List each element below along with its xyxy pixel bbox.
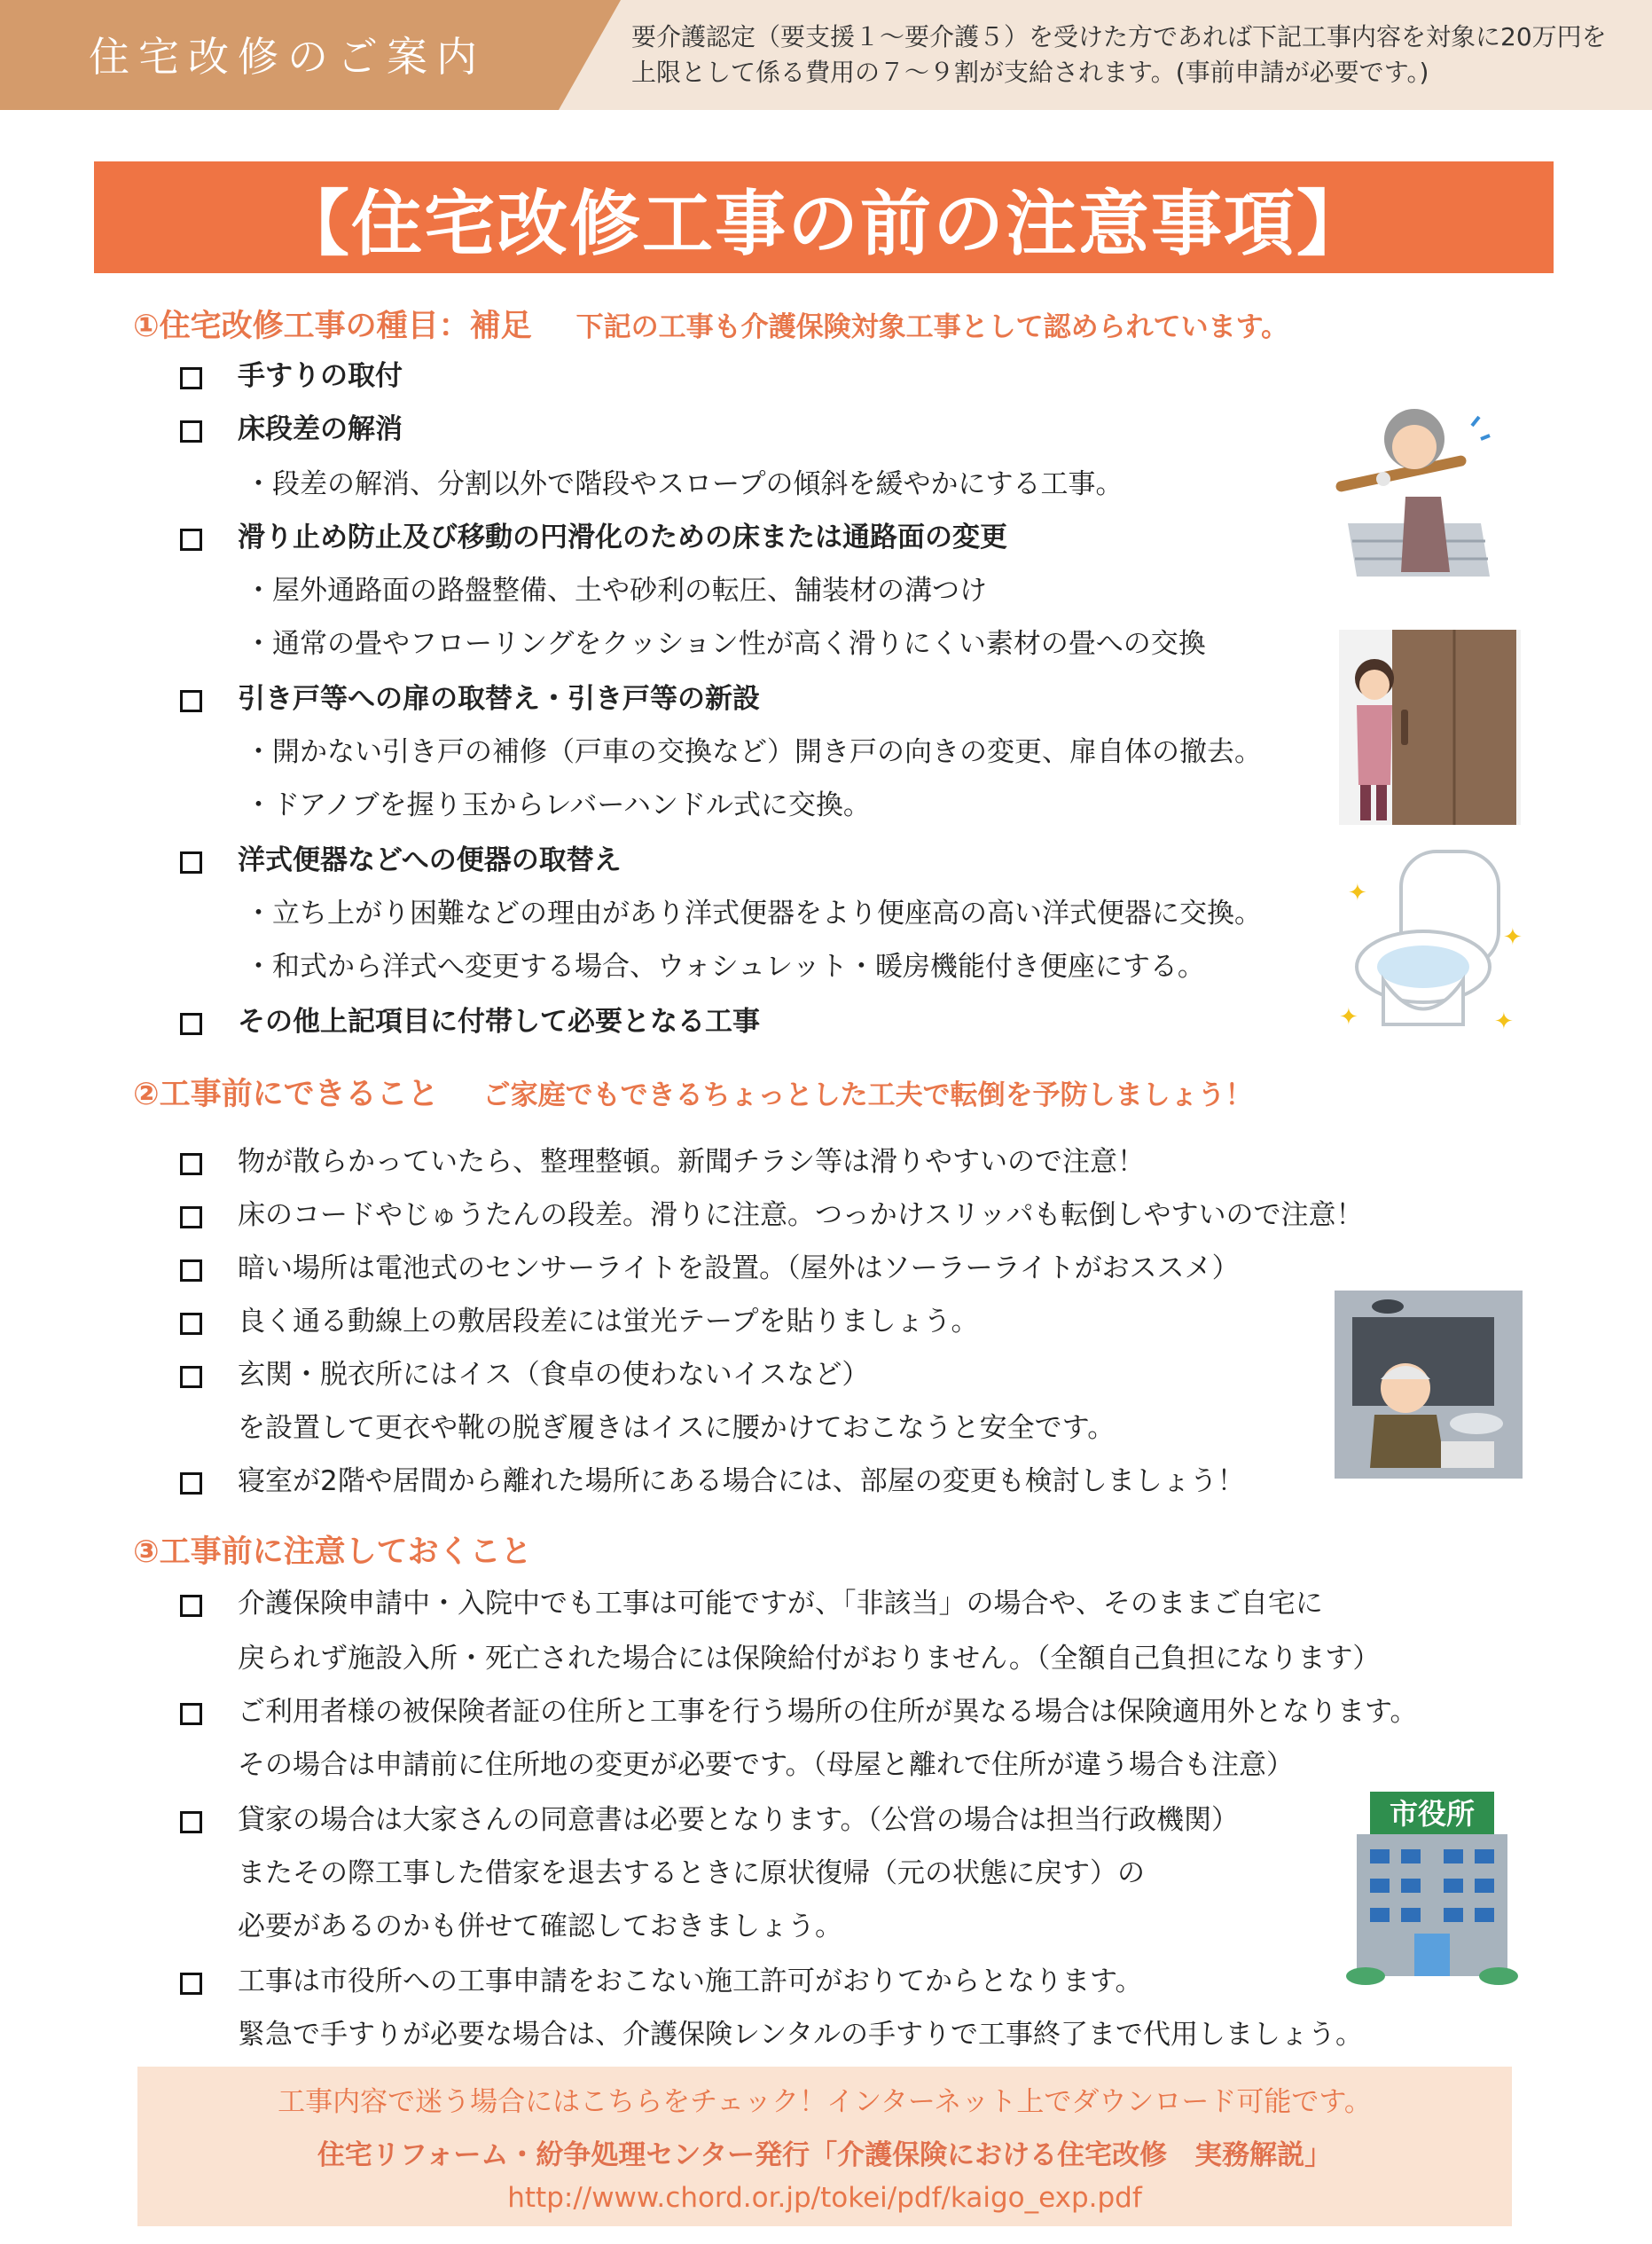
main-title-banner [94, 161, 1554, 273]
header-band [0, 0, 1652, 110]
svg-text:✦: ✦ [1348, 880, 1367, 906]
s1-item-detail: ・屋外通路面の路盤整備、土や砂利の転圧、舗装材の溝つけ [245, 575, 987, 607]
city-hall-illustration [1330, 1792, 1525, 1987]
s2-item-line: を設置して更衣や靴の脱ぎ履きはイスに腰かけておこなうと安全です。 [238, 1412, 1116, 1444]
s1-item-label: 手すりの取付 [238, 360, 403, 392]
s3-item-line: その場合は申請前に住所地の変更が必要です。（母屋と離れで住所が違う場合も注意） [238, 1749, 1295, 1781]
reference-url-link[interactable]: http://www.chord.or.jp/tokei/pdf/kaigo_exp.pdf [507, 2182, 1142, 2214]
toilet-illustration [1330, 847, 1534, 1038]
section2-subtitle: ご家庭でもできるちょっとした工夫で転倒を予防しましょう！ [482, 1079, 1253, 1111]
section2-title: ②工事前にできること [133, 1077, 439, 1112]
s3-item-line: 工事は市役所への工事申請をおこない施工許可がおりてからとなります。 [238, 1965, 1143, 1997]
checkbox-icon [180, 367, 202, 389]
s3-item-line: 介護保険申請中・入院中でも工事は可能ですが、「非該当」の場合や、そのままご自宅に [238, 1588, 1323, 1620]
footer-publication: 住宅リフォーム・紛争処理センター発行「介護保険における住宅改修 実務解説」 [317, 2139, 1333, 2171]
checkbox-icon [180, 1313, 202, 1335]
elderly-on-stairs-illustration [1330, 390, 1507, 585]
checkbox-icon [180, 529, 202, 551]
s1-item-label: 床段差の解消 [238, 413, 403, 445]
s1-item-detail: ・ドアノブを握り玉からレバーハンドル式に交換。 [245, 789, 871, 821]
header-note: 要介護認定（要支援１～要介護５）を受けた方であれば下記工事内容を対象に20万円を上限として係る費用の７～９割が支給されます。(事前申請が必要です。) [631, 22, 1607, 87]
checkbox-icon [180, 851, 202, 874]
s3-item-line: またその際工事した借家を退去するときに原状復帰（元の状態に戻す）の [238, 1857, 1145, 1889]
checkbox-icon [180, 1973, 202, 1995]
s2-item-line: 暗い場所は電池式のセンサーライトを設置。（屋外はソーラーライトがおススメ） [238, 1252, 1240, 1284]
s1-item-label: その他上記項目に付帯して必要となる工事 [238, 1006, 760, 1038]
city-hall-sign-text: 市役所 [1389, 1797, 1476, 1831]
checkbox-icon [180, 1703, 202, 1725]
page-title: 【住宅改修工事の前の注意事項】 [278, 182, 1369, 265]
s2-item-line: 物が散らかっていたら、整理整頓。新聞チラシ等は滑りやすいので注意！ [238, 1146, 1145, 1178]
svg-text:✦: ✦ [1339, 1004, 1358, 1031]
checkbox-icon [180, 1595, 202, 1617]
checkbox-icon [180, 1366, 202, 1388]
checkbox-icon [180, 1811, 202, 1833]
s3-item-line: 必要があるのかも併せて確認しておきましょう。 [238, 1911, 842, 1942]
s3-item-line: 緊急で手すりが必要な場合は、介護保険レンタルの手すりで工事終了まで代用しましょう。 [238, 2019, 1363, 2051]
checkbox-icon [180, 1472, 202, 1495]
s1-item-detail: ・通常の畳やフローリングをクッション性が高く滑りにくい素材の畳への交換 [245, 628, 1206, 660]
section3-title: ③工事前に注意しておくこと [133, 1534, 532, 1570]
s3-item-line: ご利用者様の被保険者証の住所と工事を行う場所の住所が異なる場合は保険適用外となります。 [238, 1696, 1418, 1728]
sliding-door-illustration [1339, 630, 1521, 825]
section1-heading [133, 302, 1288, 346]
section2-heading [133, 1070, 1253, 1114]
s2-item-line: 良く通る動線上の敷居段差には蛍光テープを貼りましょう。 [238, 1306, 979, 1338]
checkbox-icon [180, 420, 202, 443]
footer-note: 工事内容で迷う場合にはこちらをチェック！インターネット上でダウンロード可能です。 [278, 2086, 1372, 2118]
s1-item-label: 滑り止め防止及び移動の円滑化のための床または通路面の変更 [238, 522, 1007, 553]
s2-item-line: 寝室が2階や居間から離れた場所にある場合には、部屋の変更も検討しましょう！ [238, 1465, 1245, 1497]
checkbox-icon [180, 690, 202, 712]
s1-item-detail: ・立ち上がり困難などの理由があり洋式便器をより便座高の高い洋式便器に交換。 [245, 898, 1262, 930]
s1-item-label: 洋式便器などへの便器の取替え [238, 844, 622, 876]
s3-item-line: 戻られず施設入所・死亡された場合には保険給付がおりません。（全額自己負担になります） [238, 1643, 1381, 1675]
section1-subtitle: 下記の工事も介護保険対象工事として認められています。 [575, 311, 1289, 343]
section3-heading [133, 1527, 532, 1572]
svg-text:✦: ✦ [1503, 924, 1523, 951]
section1-title: ①住宅改修工事の種目：補足 [133, 309, 532, 344]
svg-text:✦: ✦ [1494, 1008, 1514, 1035]
checkbox-icon [180, 1259, 202, 1282]
s3-item-line: 貸家の場合は大家さんの同意書は必要となります。（公営の場合は担当行政機関） [238, 1804, 1240, 1836]
reference-footer [137, 2067, 1512, 2226]
checkbox-icon [180, 1013, 202, 1035]
elderly-dark-room-illustration [1335, 1291, 1523, 1479]
s2-item-line: 玄関・脱衣所にはイス（食卓の使わないイスなど） [238, 1359, 870, 1391]
s1-item-detail: ・段差の解消、分割以外で階段やスロープの傾斜を緩やかにする工事。 [245, 468, 1124, 500]
s1-item-detail: ・和式から洋式へ変更する場合、ウォシュレット・暖房機能付き便座にする。 [245, 951, 1205, 983]
s2-item-line: 床のコードやじゅうたんの段差。滑りに注意。つっかけスリッパも転倒しやすいので注意！ [238, 1199, 1364, 1231]
checkbox-icon [180, 1153, 202, 1175]
s1-item-label: 引き戸等への扉の取替え・引き戸等の新設 [238, 683, 760, 715]
s1-item-detail: ・開かない引き戸の補修（戸車の交換など）開き戸の向きの変更、扉自体の撤去。 [245, 736, 1262, 768]
header-title: 住宅改修のご案内 [89, 33, 486, 81]
checkbox-icon [180, 1206, 202, 1228]
